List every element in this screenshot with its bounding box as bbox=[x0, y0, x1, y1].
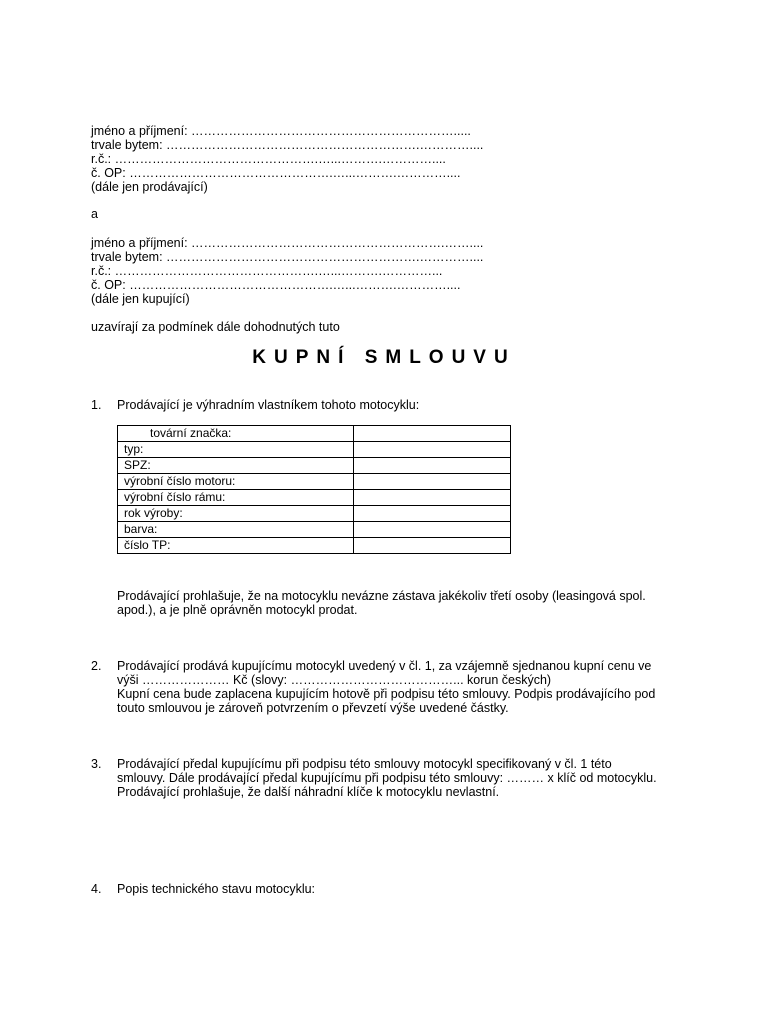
motorcycle-field-value[interactable] bbox=[354, 538, 511, 554]
motorcycle-field-label: výrobní číslo rámu: bbox=[118, 490, 354, 506]
motorcycle-field-value[interactable] bbox=[354, 426, 511, 442]
seller-role-line: (dále jen prodávající) bbox=[91, 180, 208, 194]
buyer-name-line: jméno a příjmení: …………………………………………………….…….... bbox=[91, 236, 484, 250]
seller-address-line: trvale bytem: …………………………………………………….………….... bbox=[91, 138, 484, 152]
motorcycle-field-label: číslo TP: bbox=[118, 538, 354, 554]
motorcycle-table-row bbox=[118, 442, 511, 458]
section-1-declaration-line-1: Prodávající prohlašuje, že na motocyklu nevázne zástava jakékoliv třetí osoby (leasingová spol. bbox=[117, 589, 646, 603]
intro-text: uzavírají za podmínek dále dohodnutých tuto bbox=[91, 320, 340, 334]
section-3-line-3: Prodávající prohlašuje, že další náhradní klíče k motocyklu nevlastní. bbox=[117, 785, 500, 799]
section-3-line-2: smlouvy. Dále prodávající předal kupujícímu při podpisu této smlouvy: ……… x klíč od motocyklu. bbox=[117, 771, 657, 785]
section-1-number: 1. bbox=[91, 398, 102, 412]
motorcycle-field-label: typ: bbox=[118, 442, 354, 458]
section-2-line-2: výši ………………… Kč (slovy: …………………………………... korun českých) bbox=[117, 673, 552, 687]
motorcycle-field-label: výrobní číslo motoru: bbox=[118, 474, 354, 490]
seller-name-line: jméno a příjmení: ………………………………………………………..... bbox=[91, 124, 471, 138]
motorcycle-table-row bbox=[118, 426, 511, 442]
buyer-op-line: č. OP: ………………………………………….…...……….………….... bbox=[91, 278, 461, 292]
section-2-number: 2. bbox=[91, 659, 102, 673]
section-1-heading: Prodávající je výhradním vlastníkem tohoto motocyklu: bbox=[117, 398, 420, 412]
motorcycle-field-value[interactable] bbox=[354, 506, 511, 522]
section-4-number: 4. bbox=[91, 882, 102, 896]
motorcycle-field-value[interactable] bbox=[354, 490, 511, 506]
section-3-line-1: Prodávající předal kupujícímu při podpisu této smlouvy motocykl specifikovaný v čl. 1 této bbox=[117, 757, 612, 771]
motorcycle-field-value[interactable] bbox=[354, 458, 511, 474]
section-3-number: 3. bbox=[91, 757, 102, 771]
document-title: KUPNÍ SMLOUVU bbox=[252, 347, 516, 368]
motorcycle-table-row bbox=[118, 538, 511, 554]
motorcycle-field-label: tovární značka: bbox=[118, 426, 354, 442]
section-4-heading: Popis technického stavu motocyklu: bbox=[117, 882, 316, 896]
buyer-address-line: trvale bytem: …………………………………………………….………….... bbox=[91, 250, 484, 264]
buyer-rc-line: r.č.: ………………………………………….…...……….…………... bbox=[91, 264, 443, 278]
section-2-line-3: Kupní cena bude zaplacena kupujícím hotově při podpisu této smlouvy. Podpis prodávajícího pod bbox=[117, 687, 656, 701]
section-2-line-1: Prodávající prodává kupujícímu motocykl uvedený v čl. 1, za vzájemně sjednanou kupní cenu ve bbox=[117, 659, 652, 673]
buyer-role-line: (dále jen kupující) bbox=[91, 292, 190, 306]
section-1-declaration-line-2: apod.), a je plně oprávněn motocykl prodat. bbox=[117, 603, 358, 617]
motorcycle-field-label: barva: bbox=[118, 522, 354, 538]
motorcycle-field-value[interactable] bbox=[354, 474, 511, 490]
motorcycle-field-value[interactable] bbox=[354, 522, 511, 538]
conjunction: a bbox=[91, 207, 98, 221]
motorcycle-table-row bbox=[118, 490, 511, 506]
motorcycle-table-row bbox=[118, 522, 511, 538]
section-2-line-4: touto smlouvou je zároveň potvrzením o převzetí výše uvedené částky. bbox=[117, 701, 509, 715]
motorcycle-field-value[interactable] bbox=[354, 442, 511, 458]
seller-op-line: č. OP: ………………………………………….…...……….………….... bbox=[91, 166, 461, 180]
motorcycle-table bbox=[117, 425, 511, 554]
motorcycle-field-label: SPZ: bbox=[118, 458, 354, 474]
motorcycle-field-label: rok výroby: bbox=[118, 506, 354, 522]
motorcycle-table-row bbox=[118, 458, 511, 474]
motorcycle-table-row bbox=[118, 474, 511, 490]
motorcycle-table-row bbox=[118, 506, 511, 522]
seller-rc-line: r.č.: ………………………………………….…...……….………….... bbox=[91, 152, 446, 166]
